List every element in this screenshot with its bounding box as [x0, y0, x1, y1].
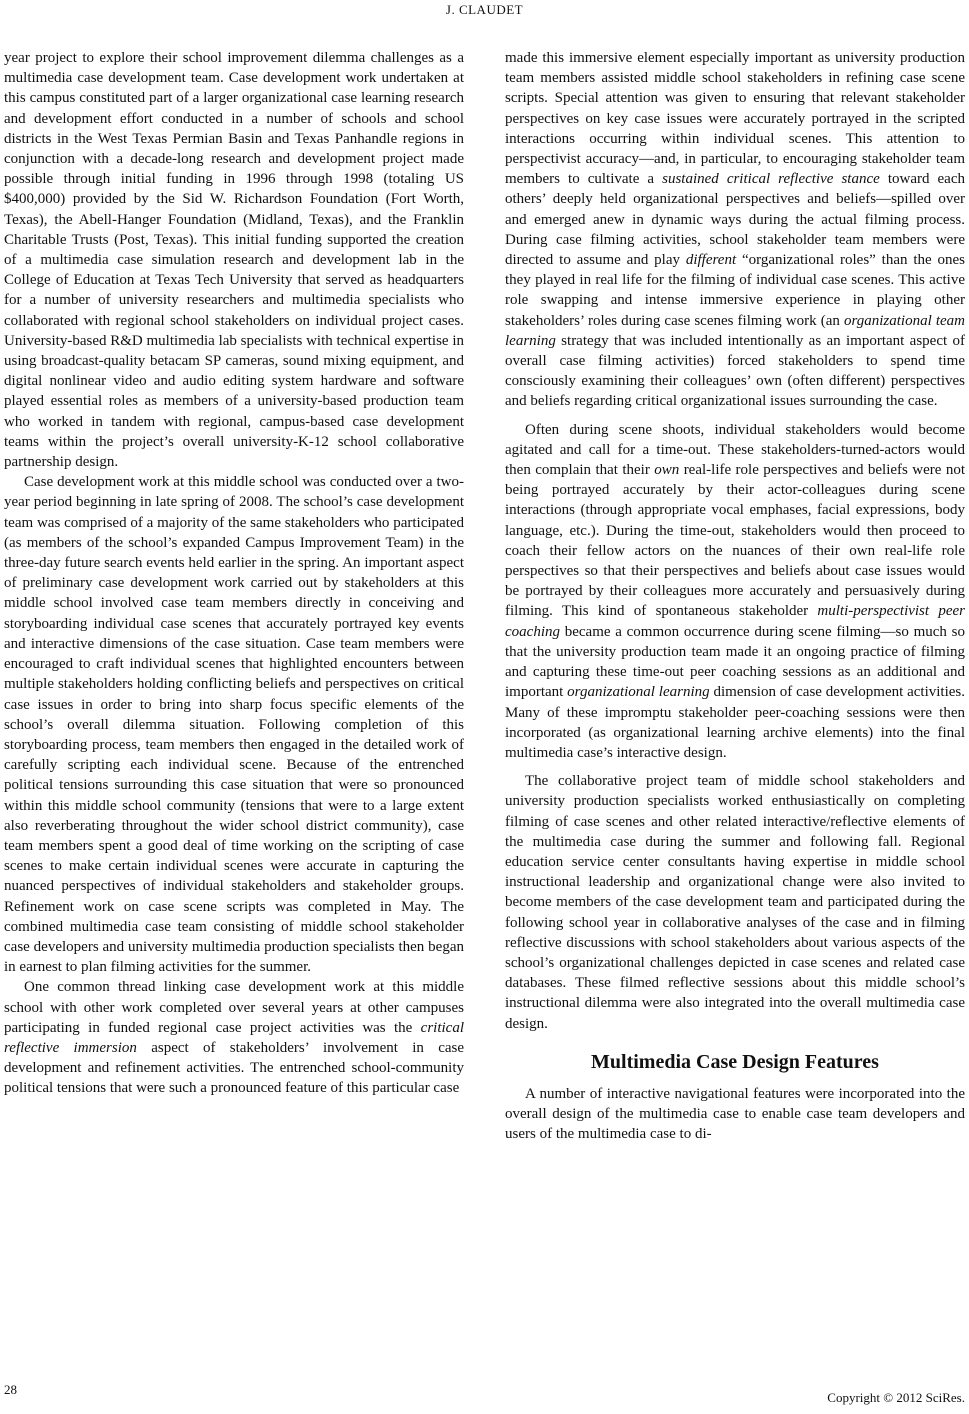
- emphasis-text: sustained critical reflective stance: [662, 171, 880, 188]
- left-column: [4, 48, 464, 1099]
- emphasis-text: organizational team learning: [505, 312, 965, 349]
- body-paragraph: year project to explore their school improvement dilemma challenges as a multimedia case development team. Case development work undertaken at this campus constituted part of a larger organizational case learning research and development effort conducted in a number of schools and school districts in the West Texas Permian Basin and Texas Panhandle regions in conjunction with a decade-long research and development project made possible through initial funding in 1996 through 1998 (totaling US $400,000) provided by the Sid W. Richardson Foundation (Fort Worth, Texas), the Abell-Hanger Foundation (Midland, Texas), and the Franklin Charitable Trusts (Post, Texas). This initial funding supported the creation of a multimedia case simulation research and development lab in the College of Education at Texas Tech University that served as headquarters for a number of university researchers and multimedia specialists who collaborated with regional school stakeholders on individual project cases. University-based R&D multimedia lab specialists with technical expertise in using broadcast-quality betacam SP cameras, sound mixing equipment, and digital nonlinear video and audio editing system hardware and software played essential roles as members of a university-based production team who worked in tandem with regional, campus-based case development teams within the project’s overall university-K-12 school collaborative partnership design.: [4, 50, 464, 471]
- running-head: J. CLAUDET: [445, 2, 524, 17]
- text-run: Often during scene shoots, individual stakeholders would become agitated and call for a time-out. These stakeholders-turned-actors would then complain that their: [505, 421, 965, 479]
- emphasis-text: different: [685, 252, 737, 269]
- text-run: strategy that was included intentionally as an important aspect of overall case filming activities) forced stakeholders to spend time consciously examining their colleagues’ own (often different) perspectives and beliefs regarding critical organizational issues surrounding the case.: [505, 332, 965, 410]
- body-paragraph: [4, 977, 464, 1098]
- body-paragraph: [505, 48, 965, 412]
- text-run: toward each others’ deeply held organizational perspectives and beliefs—spilled over and emerged anew in dynamic ways during the actual filming process. During case filming activities, school stakeholder team members were directed to assume and play: [505, 171, 965, 269]
- body-paragraph: [505, 420, 965, 763]
- body-paragraph: A number of interactive navigational features were incorporated into the overall design of the multimedia case to enable case team developers and users of the multimedia case to di-: [505, 1085, 965, 1143]
- emphasis-text: critical reflective immersion: [4, 1019, 464, 1056]
- emphasis-text: multi-perspectivist peer coaching: [505, 603, 965, 640]
- text-run: dimension of case development activities. Many of these impromptu stakeholder peer-coaching sessions were then incorporated (as organizational learning archive elements) into the final multimedia case’s interactive design.: [505, 684, 966, 761]
- emphasis-text: organizational learning: [567, 684, 710, 701]
- page-number: 28: [4, 1382, 17, 1397]
- text-run: made this immersive element especially important as university production team members assisted middle school stakeholders in refining case scene scripts. Special attention was given to ensuring that relevant stakeholder perspectives on key case issues were accurately portrayed in the scripted interactions occurring within individual scenes. This attention to perspectivist accuracy—and, in particular, to encouraging stakeholder team members to cultivate a: [505, 50, 965, 188]
- text-run: aspect of stakeholders’ involvement in case development and refinement activities. The entrenched school-community political tensions that were such a pronounced feature of this particular case: [4, 1039, 465, 1097]
- text-run: became a common occurrence during scene filming—so much so that the university production team made it an ongoing practice of filming and capturing these time-out peer coaching sessions as an additional and important: [505, 623, 965, 701]
- body-paragraph: Case development work at this middle school was conducted over a two-year period beginning in late spring of 2008. The school’s case development team was comprised of a majority of the same stakeholders who participated (as members of the school’s expanded Campus Improvement Team) in the three-day future search events held earlier in the spring. An important aspect of preliminary case development work carried out by stakeholders at this middle school involved case team members directly in conceiving and storyboarding individual case scenes that accurately portrayed key events and interactive dimensions of the case situation. Case team members were encouraged to craft individual scenes that highlighted encounters between multiple stakeholders holding conflicting beliefs and perspectives on critical case issues in order to bring into sharp focus specific elements of the school’s overall dilemma situation. Following completion of this storyboarding process, team members then engaged in the detailed work of carefully scripting each individual scene. Because of the entrenched political tensions surrounding this case situation that were so pronounced within this middle school community (tensions that were to a large extent also reverberating throughout the wider school district community), case team members spent a good deal of time working on the scripting of case scenes to make certain individual scenes were accurate in capturing the nuanced perspectives of individual stakeholders and stakeholder groups. Refinement work on case scene scripts was completed in May. The combined multimedia case team consisting of middle school stakeholder case developers and university multimedia production specialists then began in earnest to plan filming activities for the summer.: [4, 474, 464, 976]
- emphasis-text: own: [654, 462, 680, 479]
- copyright-notice: Copyright © 2012 SciRes.: [827, 1390, 965, 1405]
- text-run: real-life role perspectives and beliefs were not being portrayed accurately by their actor-colleagues during scene interactions (through appropriate vocal emphases, facial expressions, body language, etc.). During the time-out, stakeholders would then proceed to coach their fellow actors on the nuances of their own real-life role perspectives so that their perspectives and beliefs about case issues would be portrayed by their colleagues more accurately and persuasively during filming. This kind of spontaneous stakeholder: [505, 462, 966, 620]
- right-column: [505, 48, 965, 1144]
- text-run: “organizational roles” than the ones they played in real life for the filming of individual case scenes. This active role swapping and intense immersive experience in playing other stakeholders’ roles during case scenes filming work (an: [505, 252, 965, 329]
- text-run: One common thread linking case development work at this middle school with other work completed over several years at other campuses participating in funded regional case project activities was the: [4, 979, 464, 1036]
- body-paragraph: The collaborative project team of middle school stakeholders and university production specialists worked enthusiastically on completing filming of case scenes and other related interactive/reflective elements of the multimedia case during the summer and following fall. Regional education service center consultants having expertise in middle school instructional leadership and organizational change were also invited to become members of the case development team and participated during the following school year in collaborative analyses of the case and in filming reflective discussions with school stakeholders about various aspects of the school’s organizational challenges depicted in case scenes and related case databases. These filmed reflective sessions about this middle school’s instructional dilemma were also integrated into the overall multimedia case design.: [505, 773, 965, 1032]
- section-heading: Multimedia Case Design Features: [591, 1050, 879, 1073]
